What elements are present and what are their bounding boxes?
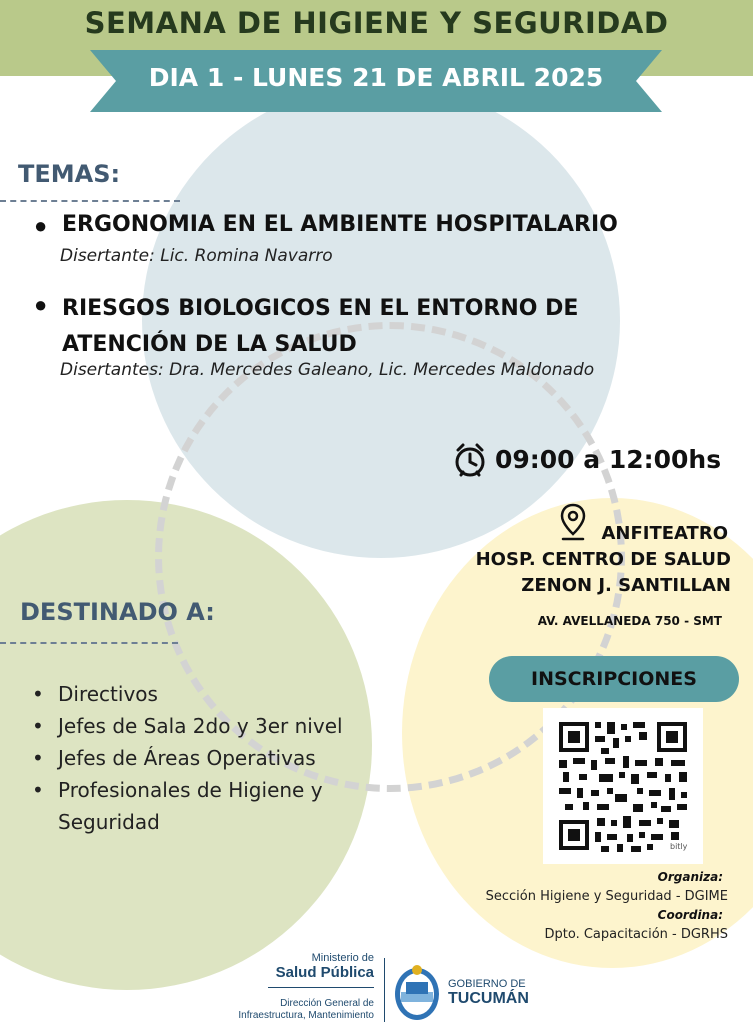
poster-title: SEMANA DE HIGIENE Y SEGURIDAD [84, 6, 669, 40]
qr-caption: bitly [670, 842, 688, 851]
topic-2-title: RIESGOS BIOLOGICOS EN EL ENTORNO DE ATENCIÓN DE LA SALUD [62, 296, 579, 357]
coordina-label: Coordina: [657, 908, 723, 922]
tucuman-label: TUCUMÁN [448, 990, 529, 1007]
topic-1-title: ERGONOMIA EN EL AMBIENTE HOSPITALARIO [62, 212, 618, 237]
organiza-value: Sección Higiene y Seguridad - DGIME [485, 889, 728, 904]
gobierno-label: GOBIERNO DE [448, 978, 526, 990]
salud-publica-label: Salud Pública [275, 964, 374, 981]
direccion-line-1: Dirección General de [280, 998, 374, 1009]
location-venue: ANFITEATRO [601, 523, 728, 544]
coordina-value: Dpto. Capacitación - DGRHS [544, 927, 728, 942]
location-hospital: HOSP. CENTRO DE SALUD [475, 549, 731, 570]
topic-1-speakers: Disertante: Lic. Romina Navarro [60, 246, 333, 266]
logo-separator [384, 958, 385, 1022]
qr-code-icon [543, 708, 703, 864]
temas-heading: TEMAS: [18, 160, 121, 188]
list-item: • Profesionales de Higiene y Seguridad [28, 774, 378, 838]
clock-icon [452, 442, 488, 478]
list-item: • Jefes de Áreas Operativas [28, 742, 378, 774]
list-item: • Jefes de Sala 2do y 3er nivel [28, 710, 378, 742]
audience-list [28, 678, 378, 838]
inscripciones-button[interactable]: INSCRIPCIONES [489, 656, 739, 702]
logo-divider [268, 987, 374, 988]
direccion-label [200, 998, 374, 1022]
location-hospital-name: ZENON J. SANTILLAN [521, 575, 731, 596]
qr-code[interactable] [543, 708, 703, 864]
temas-divider [0, 200, 180, 202]
bullet-icon: ● [34, 292, 48, 317]
bullet-icon: ● [34, 213, 48, 238]
location-address: AV. AVELLANEDA 750 - SMT [537, 614, 722, 628]
destinado-divider [0, 642, 178, 644]
ministerio-label: Ministerio de [311, 952, 374, 964]
event-time: 09:00 a 12:00hs [495, 445, 722, 474]
topic-2-speakers: Disertantes: Dra. Mercedes Galeano, Lic. Mercedes Maldonado [60, 360, 595, 380]
date-ribbon-text: DIA 1 - LUNES 21 DE ABRIL 2025 [148, 63, 604, 92]
tucuman-shield-icon [392, 962, 442, 1022]
list-item: • Directivos [28, 678, 378, 710]
destinado-heading: DESTINADO A: [20, 598, 215, 626]
direccion-line-2: Infraestructura, Mantenimiento [238, 1010, 374, 1021]
organiza-label: Organiza: [657, 870, 723, 884]
